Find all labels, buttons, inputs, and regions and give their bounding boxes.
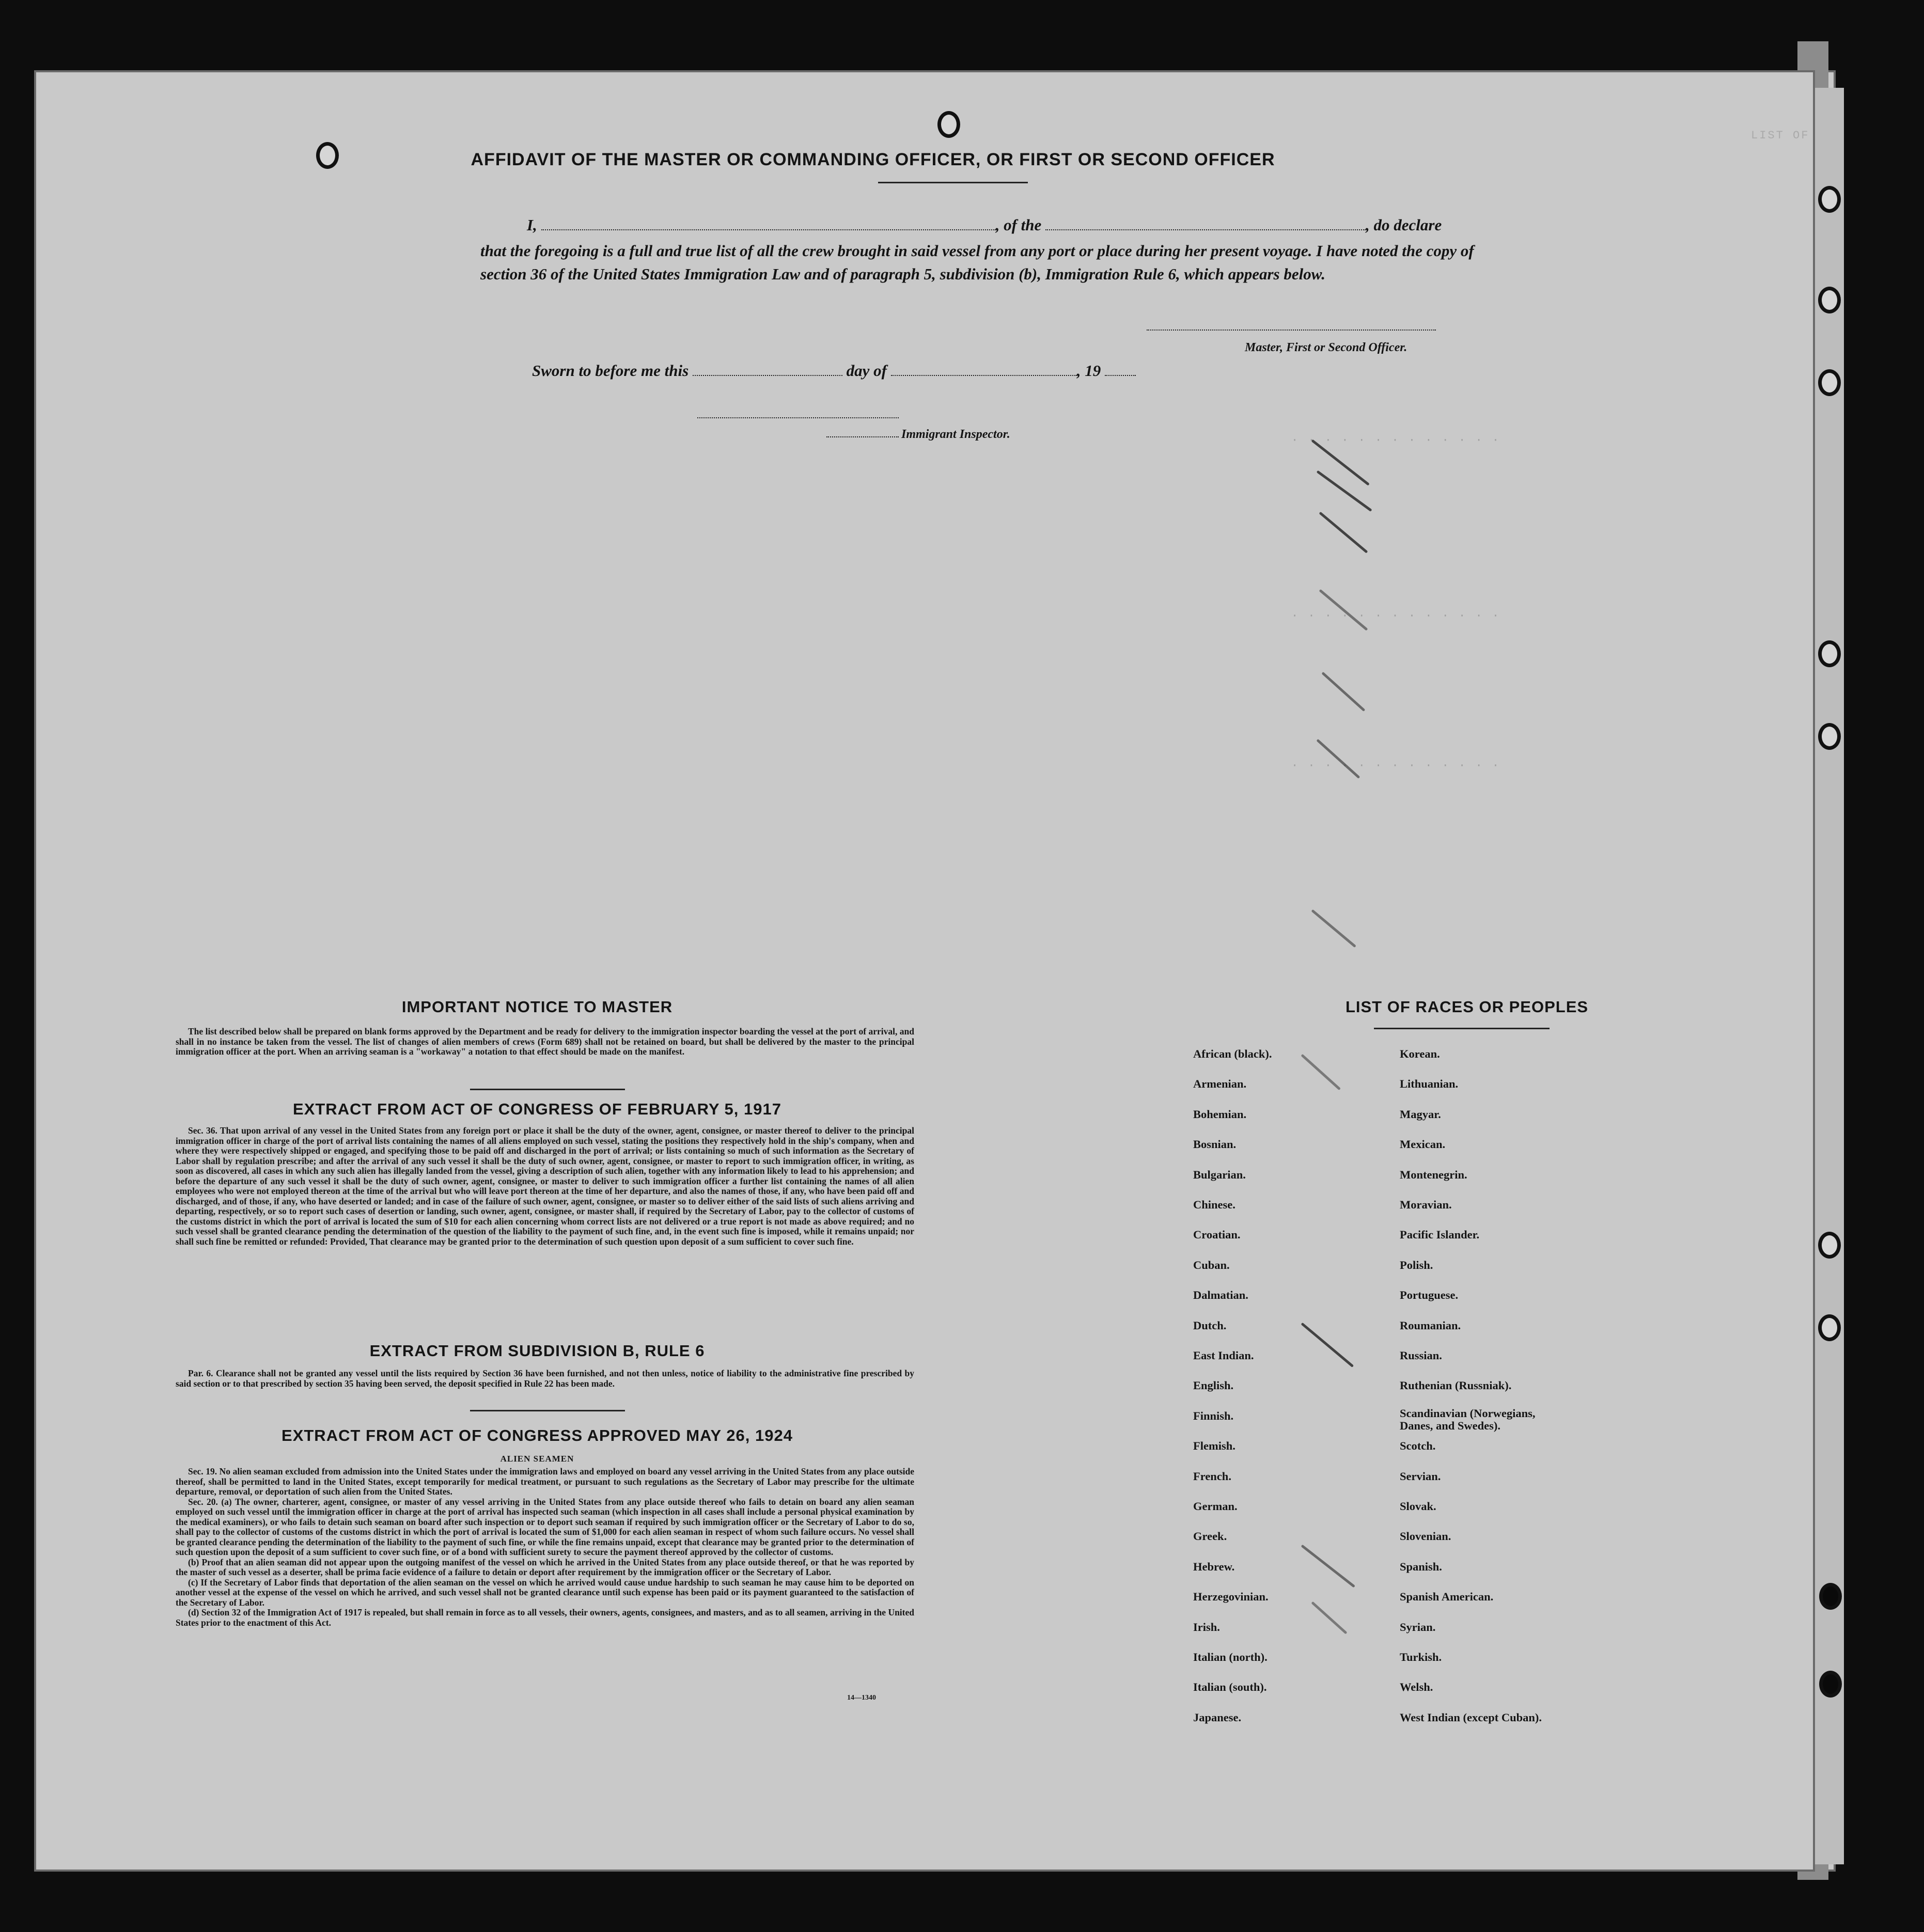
race-item: Chinese. — [1193, 1198, 1235, 1211]
race-item: Servian. — [1400, 1469, 1441, 1483]
sworn-label: Sworn to before me this — [532, 362, 689, 380]
extract-1924-paragraph: (b) Proof that an alien seaman did not appear upon the outgoing manifest of the vessel on which he arrived in the United States from any place outside thereof, or that he was reported by the master of such vessel as a deserter, shall be prima facie evidence of a failure to detain or deport after requirement by the immigration officer or the Secretary of Labor. — [176, 1557, 914, 1577]
extract-rule6-text — [176, 1369, 914, 1389]
race-item: Spanish American. — [1400, 1590, 1494, 1604]
race-item: Roumanian. — [1400, 1318, 1461, 1332]
extract-1924-paragraph: Sec. 19. No alien seaman excluded from admission into the United States under the immigration laws and employed on board any vessel arriving in the United States from any place outside thereof, shall be permitted to land in the United States, except temporarily for medical treatment, or pursuant to such regulations as the Secretary of Labor may prescribe for the ultimate departure, removal, or deportation of such alien from the United States. — [176, 1466, 914, 1497]
race-item: Spanish. — [1400, 1560, 1442, 1573]
master-signature-label: Master, First or Second Officer. — [1245, 341, 1407, 354]
race-item: Bohemian. — [1193, 1107, 1247, 1121]
race-item: Japanese. — [1193, 1710, 1242, 1724]
race-item: Magyar. — [1400, 1107, 1441, 1121]
race-item: Herzegovinian. — [1193, 1590, 1269, 1604]
race-item: Polish. — [1400, 1258, 1433, 1271]
race-item: Russian. — [1400, 1349, 1442, 1362]
of-the-label: , of the — [995, 216, 1042, 234]
extract-rule6-paragraph: Par. 6. Clearance shall not be granted any vessel until the lists required by Section 36 have been furnished, and not then unless, notice of liability to the administrative fine prescribed by said section or to that prescribed by section 35 having been served, the deposit specified in Rule 22 has been made. — [176, 1368, 914, 1389]
affidavit-title: AFFIDAVIT OF THE MASTER OR COMMANDING OFFICER, OR FIRST OR SECOND OFFICER — [471, 150, 1275, 169]
extract-1924-paragraph: (d) Section 32 of the Immigration Act of 1917 is repealed, but shall remain in force as to all vessels, their owners, agents, consignees, and masters, and as to all seamen, arriving in the United States prior to the enactment of this Act. — [176, 1607, 914, 1628]
race-item: Pacific Islander. — [1400, 1228, 1480, 1242]
race-item: Turkish. — [1400, 1651, 1442, 1663]
declare-label: , do declare — [1366, 216, 1442, 234]
race-item: East Indian. — [1193, 1349, 1254, 1362]
race-item: Portuguese. — [1400, 1289, 1459, 1302]
affidavit-body: that the foregoing is a full and true list of all the crew brought in said vessel from any port or place during her present voyage. I have noted the copy of section 36 of the United States Immigration Law and of paragraph 5, subdivision (b), Immigration Rule 6, which appears below. — [480, 242, 1474, 283]
punch-hole — [1818, 1232, 1841, 1259]
extract-1924-paragraph: Sec. 20. (a) The owner, charterer, agent, consignee, or master of any vessel arriving in the United States from any place outside thereof who fails to detain on board any alien seaman employed on such vessel until the immigration officer in charge at the port of arrival has inspected such seaman (which inspection in all cases shall include a personal physical examination by the medical examiners), or who fails to detain such seaman on board after such inspection or to deport such seaman if required by such immigration officer or the Secretary of Labor to do so, shall pay to the collector of customs of the customs district in which the port of arrival is located the sum of $1,000 for each alien seaman in respect of whom such failure occurs. No vessel shall be granted clearance pending the determination of the liability to the payment of such fine, or while the fine remains unpaid, except that clearance may be granted prior to the determination of such question upon the deposit of a sum sufficient to cover such fine, or of a bond with sufficient surety to secure the payment thereof approved by the collector of customs. — [176, 1496, 914, 1557]
divider — [470, 1089, 625, 1090]
race-item: Korean. — [1400, 1047, 1440, 1060]
extract-rule6-title: EXTRACT FROM SUBDIVISION B, RULE 6 — [369, 1342, 705, 1360]
year-label: , 19 — [1076, 362, 1101, 380]
race-item: Montenegrin. — [1400, 1168, 1467, 1181]
form-number: 14—1340 — [847, 1694, 876, 1702]
race-item: Syrian. — [1400, 1620, 1436, 1633]
race-item: Hebrew. — [1193, 1560, 1235, 1573]
race-item: Cuban. — [1193, 1258, 1230, 1271]
race-item: Lithuanian. — [1400, 1077, 1459, 1091]
race-item: Scotch. — [1400, 1439, 1436, 1453]
punch-hole — [1819, 1583, 1842, 1610]
extract-1924-title: EXTRACT FROM ACT OF CONGRESS APPROVED MAY 26, 1924 — [281, 1426, 793, 1444]
divider — [878, 182, 1028, 183]
bleed-through-text: LIST OF — [1751, 129, 1810, 142]
race-item: Bulgarian. — [1193, 1168, 1246, 1181]
punch-hole — [1819, 1671, 1842, 1698]
notice-title: IMPORTANT NOTICE TO MASTER — [401, 998, 673, 1016]
race-item: Italian (north). — [1193, 1651, 1268, 1663]
vessel-name-field[interactable] — [1045, 229, 1366, 230]
notice-text — [176, 1027, 914, 1057]
race-item: Italian (south). — [1193, 1680, 1267, 1694]
punch-hole — [1818, 640, 1841, 667]
race-item: African (black). — [1193, 1047, 1272, 1060]
alien-seamen-subtitle: ALIEN SEAMEN — [500, 1454, 574, 1464]
punch-hole — [1818, 287, 1841, 313]
race-item: Scandinavian (Norwegians, Danes, and Swedes). — [1400, 1406, 1536, 1432]
extract-1924-paragraph: (c) If the Secretary of Labor finds that deportation of the alien seaman on the vessel on which he arrived would cause undue hardship to such seaman he may cause him to be deported on another vessel at the expense of the vessel on which he arrived, and such vessel shall not be granted clearance until such expense has been paid or its payment guaranteed to the satisfaction of the Secretary of Labor. — [176, 1577, 914, 1608]
punch-hole — [1818, 723, 1841, 750]
punch-hole — [937, 111, 960, 138]
sworn-year-field[interactable] — [1105, 375, 1136, 376]
race-item: French. — [1193, 1469, 1231, 1483]
master-signature-field[interactable] — [1147, 329, 1436, 331]
race-item: Welsh. — [1400, 1680, 1433, 1694]
race-item: English. — [1193, 1379, 1234, 1392]
sworn-line — [532, 362, 1203, 380]
race-item: Irish. — [1193, 1620, 1220, 1633]
notice-paragraph: The list described below shall be prepared on blank forms approved by the Department and be ready for delivery to the immigration inspector boarding the vessel at the port of arrival, and shall in no instance be taken from the vessel. The list of changes of alien members of crews (Form 689) shall not be retained on board, but shall be delivered by the master to the principal immigration officer at the port. When an arriving seaman is a "workaway" a notation to that effect should be made on the manifest. — [176, 1026, 914, 1057]
bleed-through-text: · · · · · · · · · · · · · — [1291, 759, 1501, 772]
extract-1917-paragraph: Sec. 36. That upon arrival of any vessel in the United States from any foreign port or place it shall be the duty of the owner, agent, consignee, or master thereof to deliver to the principal immigration officer in charge of the port of arrival lists containing the names of all aliens employed on such vessel, stating the positions they respectively hold in the ship's company, when and where they were respectively shipped or engaged, and specifying those to be paid off and discharged in the port of arrival; or lists containing so much of such information as the Secretary of Labor shall by regulation prescribe; and after the arrival of any such vessel it shall be the duty of such owner, agent, consignee, or master to report to such immigration officer, in writing, as soon as discovered, all cases in which any such alien has illegally landed from the vessel, giving a description of such alien, together with any information likely to lead to his apprehension; and before the departure of any such vessel it shall be the duty of such owner, agent, consignee, or master to deliver to such immigration officer a further list containing the names of all alien employees who were not employed thereon at the time of the arrival but who will leave port thereon at the time of her departure, and also the names of those, if any, who have been paid off and discharged, and of those, if any, who have deserted or landed; and in case of the failure of such owner, agent, consignee, or master so to deliver either of the said lists of such aliens arriving and departing, respectively, or so to report such cases of desertion or landing, such owner, agent, consignee, or master shall, if required by the Secretary of Labor, pay to the collector of customs of the customs district in which the port of arrival is located the sum of $10 for each alien concerning whom correct lists are not delivered or a true report is not made as above required; and no such vessel shall be granted clearance pending the determination of the question of the liability to the payment of such fine, and, in the event such fine is imposed, while it remains unpaid; nor shall such fine be remitted or refunded: Provided, That clearance may be granted prior to the determination of such question upon deposit of a sum sufficient to cover such fine. — [176, 1125, 914, 1247]
divider — [1374, 1028, 1550, 1029]
bleed-through-text: · · · · · · · · · · · · · — [1291, 434, 1501, 447]
extract-1917-title: EXTRACT FROM ACT OF CONGRESS OF FEBRUARY 5, 1917 — [293, 1100, 781, 1118]
extract-1924-text — [176, 1467, 914, 1628]
extract-1917-text — [176, 1126, 914, 1247]
race-item: Finnish. — [1193, 1409, 1234, 1422]
i-label: I, — [527, 216, 537, 234]
punch-hole — [1818, 1314, 1841, 1341]
master-name-field[interactable] — [541, 229, 996, 230]
sworn-day-field[interactable] — [693, 375, 842, 376]
race-item: Flemish. — [1193, 1439, 1235, 1453]
divider — [470, 1410, 625, 1411]
race-item: Dalmatian. — [1193, 1289, 1248, 1302]
inspector-signature-top[interactable] — [697, 417, 899, 418]
inspector-label: Immigrant Inspector. — [901, 428, 1010, 441]
race-item: Croatian. — [1193, 1228, 1241, 1242]
race-item: Dutch. — [1193, 1318, 1227, 1332]
race-item: Greek. — [1193, 1530, 1227, 1543]
race-item: Armenian. — [1193, 1077, 1247, 1091]
punch-hole — [316, 142, 339, 169]
race-item: Mexican. — [1400, 1138, 1446, 1151]
punch-hole — [1818, 186, 1841, 213]
race-item: West Indian (except Cuban). — [1400, 1710, 1542, 1724]
punch-hole — [1818, 369, 1841, 396]
race-item: Slovak. — [1400, 1500, 1436, 1513]
race-item: German. — [1193, 1500, 1238, 1513]
day-of-label: day of — [846, 362, 887, 380]
inspector-signature-field[interactable] — [826, 436, 899, 437]
race-item: Slovenian. — [1400, 1530, 1451, 1543]
race-item: Bosnian. — [1193, 1138, 1237, 1151]
races-title: LIST OF RACES OR PEOPLES — [1345, 998, 1589, 1016]
race-item: Ruthenian (Russniak). — [1400, 1379, 1512, 1392]
bleed-through-text: · · · · · · · · · · · · · — [1291, 609, 1501, 622]
race-item: Moravian. — [1400, 1198, 1452, 1211]
sworn-month-field[interactable] — [891, 375, 1077, 376]
declaration-line — [527, 216, 1477, 234]
